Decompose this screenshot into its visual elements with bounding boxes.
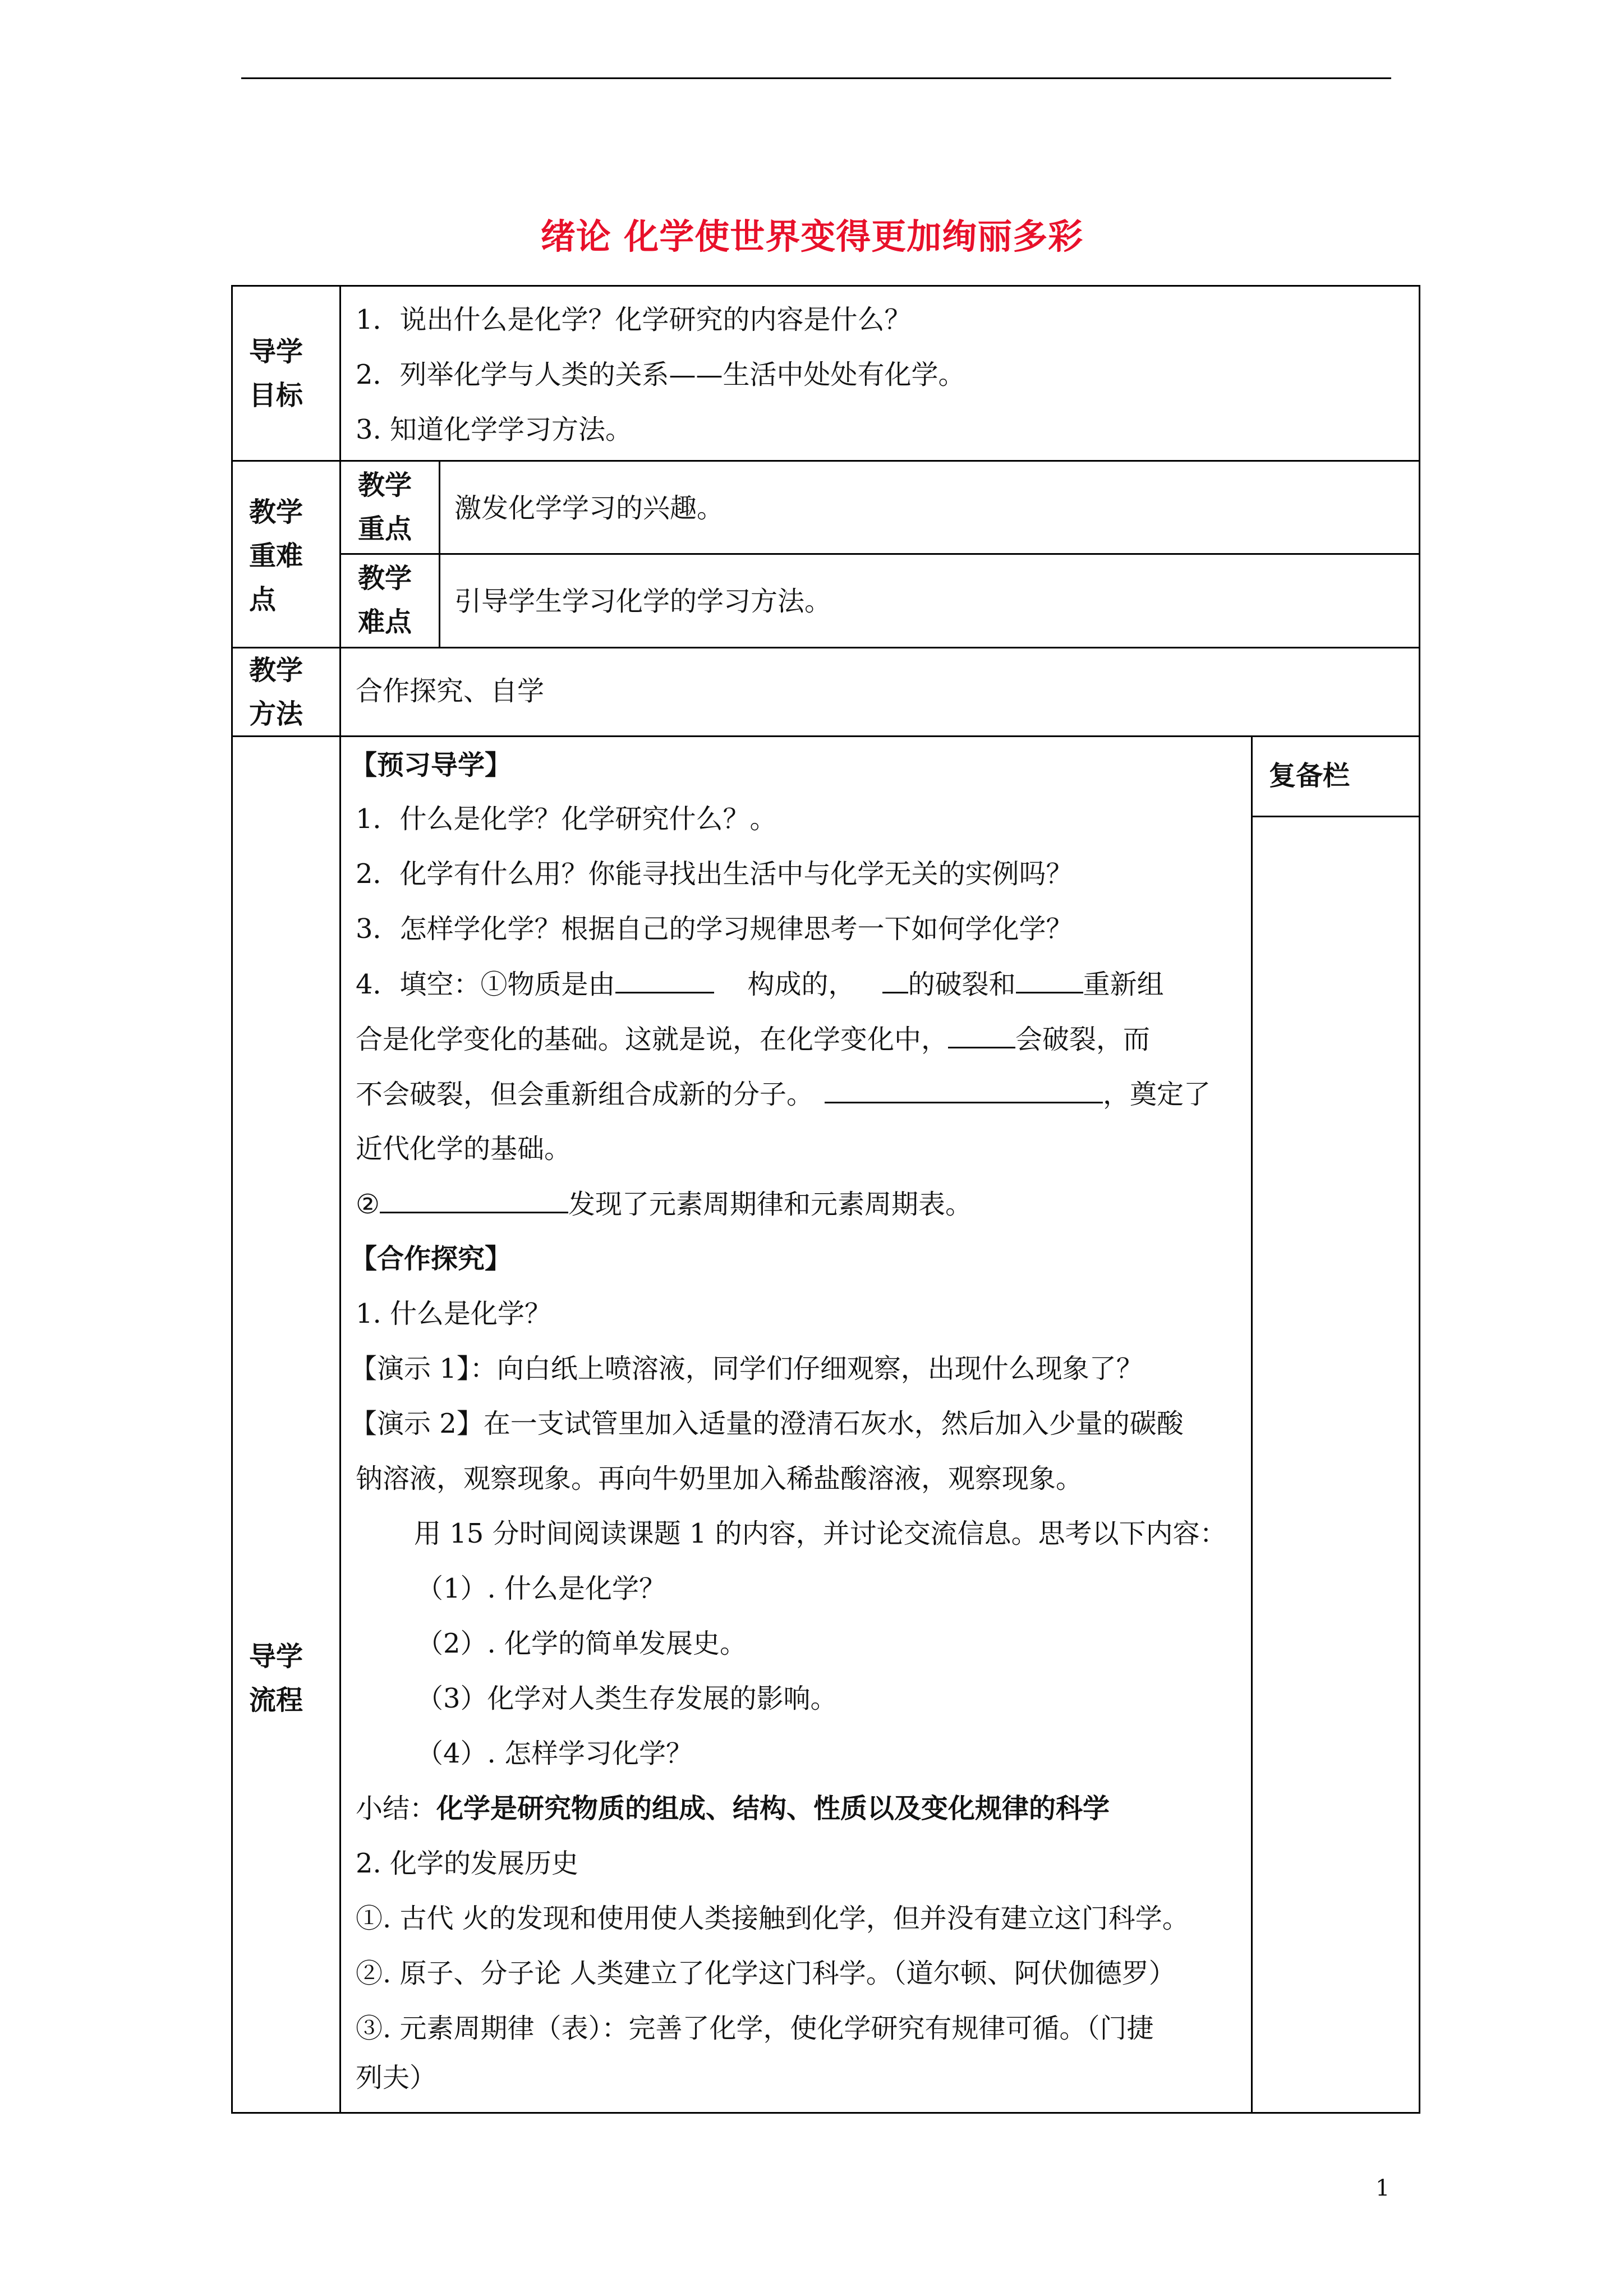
answer-blank[interactable] (825, 1077, 1103, 1103)
difficulty-label: 教学 难点 (358, 563, 412, 638)
answer-blank[interactable] (380, 1187, 568, 1213)
history-item-3-line-2: 列夫） (356, 2062, 437, 2093)
fill-line-3: 不会破裂，但会重新组合成新的分子。 ，奠定了 (356, 1077, 1211, 1111)
page-number: 1 (1375, 2175, 1390, 2201)
answer-blank[interactable] (948, 1022, 1015, 1048)
answer-blank[interactable] (1016, 967, 1083, 993)
key-points-label: 教学 重难 点 (249, 496, 303, 615)
process-label: 导学 流程 (249, 1641, 303, 1716)
demo-2-line-1: 【演示 2】在一支试管里加入适量的澄清石灰水，然后加入少量的碳酸 (350, 1408, 1184, 1439)
think-item-1: （1）. 什么是化学？ (416, 1573, 666, 1604)
cooperation-question-1: 1. 什么是化学？ (356, 1298, 552, 1329)
goals-label: 导学 目标 (249, 336, 303, 411)
lesson-table (231, 285, 1420, 2114)
think-item-4: （4）. 怎样学习化学？ (416, 1738, 693, 1769)
difficulty-text: 引导学生学习化学的学习方法。 (454, 586, 832, 617)
row-divider-1 (231, 460, 1420, 462)
history-item-3-line-1: ③. 元素周期律（表）：完善了化学，使化学研究有规律可循。（门捷 (356, 2013, 1154, 2044)
sublabel-column-divider (439, 460, 440, 648)
cooperation-heading: 【合作探究】 (350, 1243, 512, 1274)
goal-item-1: 1．说出什么是化学？化学研究的内容是什么？ (356, 304, 912, 335)
row-divider-3 (231, 735, 1420, 737)
reading-instruction: 用 15 分时间阅读课题 1 的内容，并讨论交流信息。思考以下内容： (414, 1518, 1227, 1549)
fill-line-2: 合是化学变化的基础。这就是说，在化学变化中， 会破裂，而 (356, 1022, 1150, 1056)
table-border-right (1419, 285, 1420, 2114)
review-column-label: 复备栏 (1269, 760, 1350, 792)
table-border-top (231, 285, 1420, 287)
method-text: 合作探究、自学 (356, 675, 545, 707)
method-label: 教学 方法 (249, 655, 303, 730)
row-divider-2 (231, 647, 1420, 648)
fill-line-4: 近代化学的基础。 (356, 1133, 572, 1165)
goal-item-2: 2．列举化学与人类的关系——生活中处处有化学。 (356, 359, 965, 390)
think-item-2: （2）. 化学的简单发展史。 (416, 1628, 747, 1659)
think-item-3: （3）化学对人类生存发展的影响。 (416, 1683, 838, 1714)
history-heading: 2. 化学的发展历史 (356, 1848, 579, 1879)
table-border-bottom (231, 2112, 1420, 2114)
goal-item-3: 3. 知道化学学习方法。 (356, 414, 633, 445)
focus-label: 教学 重点 (358, 470, 412, 545)
table-border-left (231, 285, 233, 2114)
document-title: 绪论 化学使世界变得更加绚丽多彩 (540, 216, 1084, 257)
preview-question-3: 3．怎样学化学？根据自己的学习规律思考一下如何学化学？ (356, 913, 1073, 945)
label-column-divider (339, 285, 341, 2114)
review-header-divider (1251, 816, 1420, 817)
preview-question-2: 2．化学有什么用？你能寻找出生活中与化学无关的实例吗？ (356, 858, 1073, 890)
preview-question-1: 1．什么是化学？化学研究什么？。 (356, 803, 777, 835)
history-item-1: ①. 古代 火的发现和使用使人类接触到化学，但并没有建立这门科学。 (356, 1903, 1189, 1934)
answer-blank[interactable] (615, 967, 714, 993)
fill-line-5: ② 发现了元素周期律和元素周期表。 (356, 1187, 972, 1221)
focus-text: 激发化学学习的兴趣。 (454, 493, 724, 524)
fill-line-1: 4．填空：①物质是由 构成的， 的破裂和 重新组 (356, 967, 1164, 1001)
row-divider-focus (339, 553, 1420, 555)
history-item-2: ②. 原子、分子论 人类建立了化学这门科学。（道尔顿、阿伏伽德罗） (356, 1958, 1176, 1989)
summary: 小结：化学是研究物质的组成、结构、性质以及变化规律的科学 (356, 1793, 1110, 1824)
review-column-divider (1251, 735, 1253, 2114)
demo-1: 【演示 1】：向白纸上喷溶液，同学们仔细观察，出现什么现象了？ (350, 1353, 1143, 1384)
preview-heading: 【预习导学】 (350, 749, 512, 781)
answer-blank[interactable] (882, 967, 908, 993)
demo-2-line-2: 钠溶液，观察现象。再向牛奶里加入稀盐酸溶液，观察现象。 (356, 1463, 1083, 1494)
header-rule (241, 77, 1391, 79)
